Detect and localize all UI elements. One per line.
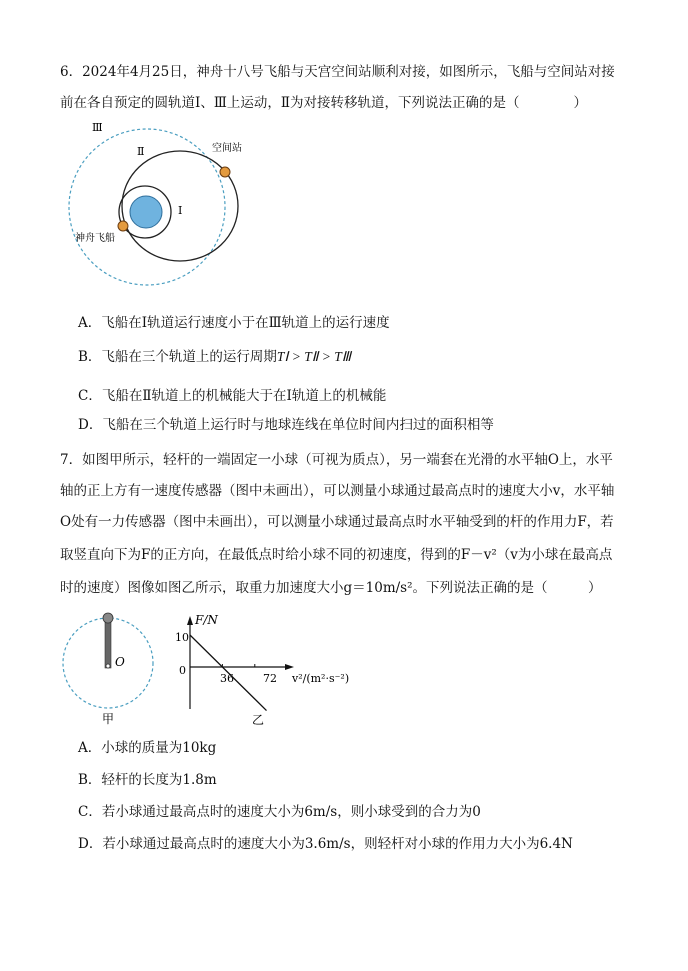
axis-o-point [106, 664, 110, 668]
shenzhou-ship [118, 221, 128, 231]
y-axis-arrow [187, 616, 193, 625]
q7-figure-jia [60, 608, 160, 728]
label-shenzhou-ship: 神舟飞船 [75, 233, 115, 244]
label-orbit-2: Ⅱ [137, 145, 145, 158]
q6-stem-line-1: 6．2024年4月25日，神舟十八号飞船与天宫空间站顺利对接，如图所示，飞船与空间站对接 [60, 64, 615, 80]
earth [130, 196, 162, 228]
x-tick-label-36: 36 [220, 672, 234, 685]
q7-chart-yi [170, 608, 360, 733]
ball [103, 613, 113, 623]
caption-jia: 甲 [102, 712, 115, 726]
label-orbit-3: Ⅲ [92, 121, 103, 134]
q7-stem-line-3: O处有一力传感器（图中未画出），可以测量小球通过最高点时水平轴受到的杆的作用力F，若 [60, 514, 614, 530]
q6-option-c: C．飞船在Ⅱ轨道上的机械能大于在Ⅰ轨道上的机械能 [78, 388, 387, 404]
x-axis-label: v²/(m²·s⁻²) [292, 672, 350, 685]
q7-option-b: B．轻杆的长度为1.8m [78, 772, 217, 788]
q6-orbit-figure [55, 115, 270, 290]
f-v2-series-line [190, 635, 267, 711]
q7-option-c: C．若小球通过最高点时的速度大小为6m/s，则小球受到的合力为0 [78, 804, 481, 820]
y-tick-label-10: 10 [175, 631, 189, 644]
label-o: O [115, 655, 125, 669]
space-station [220, 167, 230, 177]
label-space-station: 空间站 [212, 143, 242, 154]
q7-option-d: D．若小球通过最高点时的速度大小为3.6m/s，则轻杆对小球的作用力大小为6.4N [78, 836, 573, 852]
q7-stem-line-4: 取竖直向下为F的正方向，在最低点时给小球不同的初速度，得到的F－v²（v为小球在最高点 [60, 547, 613, 563]
y-axis-label: F/N [195, 613, 218, 627]
x-axis-arrow [285, 664, 294, 670]
q6-option-b-formula: TⅠ > TⅡ > TⅢ [276, 349, 352, 364]
q6-option-b-text: B．飞船在三个轨道上的运行周期 [78, 349, 277, 365]
q6-stem-line-2: 前在各自预定的圆轨道Ⅰ、Ⅲ上运动，Ⅱ为对接转移轨道，下列说法正确的是（ ） [60, 95, 588, 111]
q7-stem-line-5: 时的速度）图像如图乙所示，取重力加速度大小g＝10m/s²。下列说法正确的是（ ） [60, 580, 602, 596]
light-rod [105, 618, 111, 668]
q6-option-d: D．飞船在三个轨道上运行时与地球连线在单位时间内扫过的面积相等 [78, 417, 494, 433]
chart-caption-yi: 乙 [252, 713, 265, 727]
y-tick-label-0: 0 [179, 664, 186, 677]
q6-option-b [78, 347, 351, 367]
x-tick-label-72: 72 [263, 672, 277, 685]
q7-stem-line-2: 轴的正上方有一速度传感器（图中未画出），可以测量小球通过最高点时的速度大小v，水平轴 [60, 483, 615, 499]
label-orbit-1: Ⅰ [178, 204, 183, 217]
q6-option-a: A．飞船在Ⅰ轨道运行速度小于在Ⅲ轨道上的运行速度 [78, 315, 390, 331]
q7-option-a: A．小球的质量为10kg [78, 740, 217, 756]
q7-stem-line-1: 7．如图甲所示，轻杆的一端固定一小球（可视为质点），另一端套在光滑的水平轴O上，水平 [60, 452, 613, 468]
